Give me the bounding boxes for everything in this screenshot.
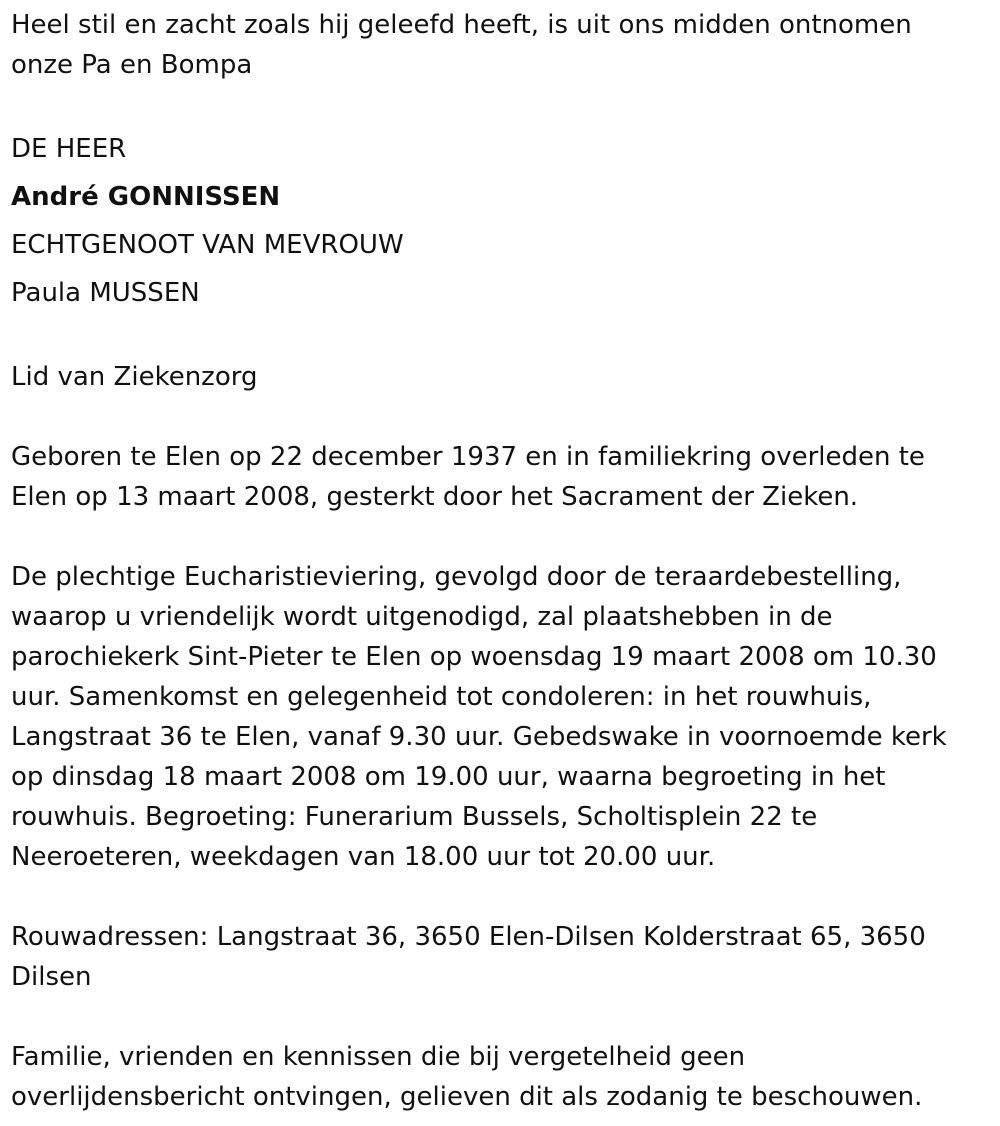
- spacer: [11, 517, 969, 557]
- title-prefix: DE HEER: [11, 134, 127, 164]
- closing-text: Familie, vrienden en kennissen die bij vergetelheid geen overlijdensbericht ontvingen, gelieven dit als zodanig te beschouwen.: [11, 1042, 923, 1112]
- intro-text: Heel stil en zacht zoals hij geleefd heeft, is uit ons midden ontnomen onze Pa en Bompa: [11, 10, 912, 80]
- spacer: [11, 317, 969, 357]
- name-block: [11, 125, 969, 317]
- spacer: [11, 877, 969, 917]
- spouse-name: Paula MUSSEN: [11, 278, 200, 308]
- spouse-label: ECHTGENOOT VAN MEVROUW: [11, 230, 404, 260]
- birth-death-text: Geboren te Elen op 22 december 1937 en in familiekring overleden te Elen op 13 maart 2008, gesterkt door het Sacrament der Zieken.: [11, 442, 925, 512]
- deceased-name: André GONNISSEN: [11, 182, 281, 212]
- membership-text: Lid van Ziekenzorg: [11, 362, 258, 392]
- ceremony-text: De plechtige Eucharistieviering, gevolgd door de teraardebestelling, waarop u vriendelijk wordt uitgenodigd, zal plaatshebben in de parochiekerk Sint-Pieter te Elen op woensdag 19 maart 2008 om 10.30 uur. Samenkomst en gelegenheid tot condoleren: in het rouwhuis, Langstraat 36 te Elen, vanaf 9.30 uur. Gebedswake in voornoemde kerk op dinsdag 18 maart 2008 om 19.00 uur, waarna begroeting in het rouwhuis. Begroeting: Funerarium Bussels, Scholtisplein 22 te Neeroeteren, weekdagen van 18.00 uur tot 20.00 uur.: [11, 562, 947, 872]
- spacer: [11, 85, 969, 125]
- spacer: [11, 997, 969, 1037]
- addresses-text: Rouwadressen: Langstraat 36, 3650 Elen-Dilsen Kolderstraat 65, 3650 Dilsen: [11, 922, 926, 992]
- spacer: [11, 397, 969, 437]
